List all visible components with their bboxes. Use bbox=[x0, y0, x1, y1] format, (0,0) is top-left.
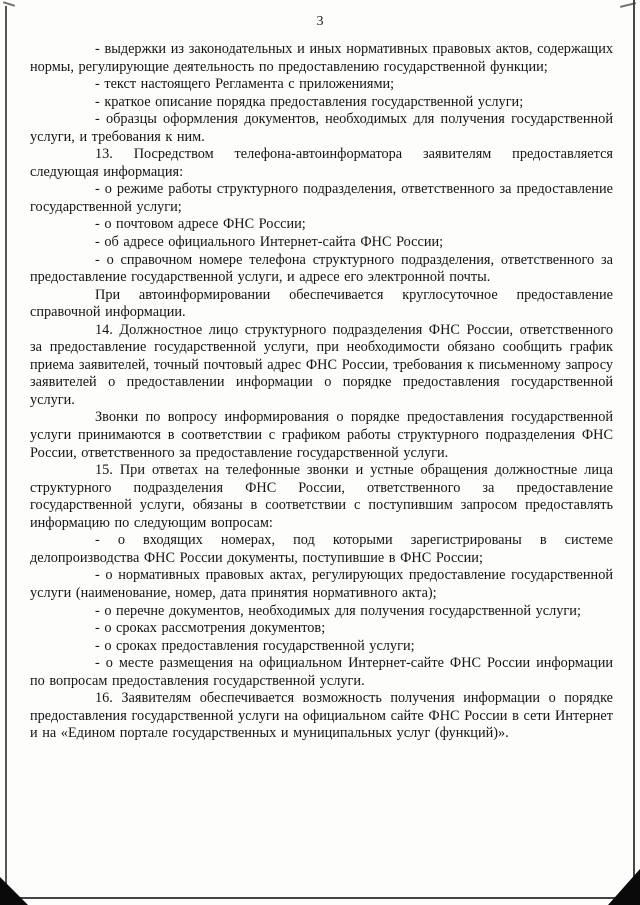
scan-edge-bottom bbox=[8, 897, 630, 899]
scan-edge-right bbox=[633, 0, 635, 905]
page-number: 3 bbox=[316, 14, 324, 29]
paragraph: - краткое описание порядка предоставления государственной услуги; bbox=[95, 93, 524, 110]
paragraph: - об адресе официального Интернет-сайта ФНС России; bbox=[95, 234, 444, 251]
paragraph: - образцы оформления документов, необходимых для получения государственной услуги, и требования к ним. bbox=[30, 111, 613, 145]
paragraph: - о входящих номерах, под которыми зарегистрированы в системе делопроизводства ФНС России документы, поступившие в ФНС России; bbox=[30, 532, 613, 566]
paragraph: - текст настоящего Регламента с приложениями; bbox=[95, 76, 395, 93]
paragraph: - о режиме работы структурного подразделения, ответственного за предоставление государственной услуги; bbox=[30, 181, 613, 215]
paragraph: - о справочном номере телефона структурного подразделения, ответственного за предоставление государственной услуги, и адресе его электронной почты. bbox=[30, 251, 613, 286]
paragraph: 13. Посредством телефона-автоинформатора заявителям предоставляется следующая информация: bbox=[30, 146, 613, 180]
paragraph: - о почтовом адресе ФНС России; bbox=[95, 216, 306, 233]
paragraph: При автоинформировании обеспечивается круглосуточное предоставление справочной информации. bbox=[30, 286, 613, 321]
paragraph: 15. При ответах на телефонные звонки и устные обращения должностные лица структурного подразделения ФНС России, ответственного за предоставление государственной услуги, обязаны в соответствии с поступившим запросом предоставлять информацию по следующим вопросам: bbox=[30, 462, 613, 531]
scan-corner-bottom-right bbox=[608, 869, 640, 905]
paragraph: 16. Заявителям обеспечивается возможность получения информации о порядке предоставления государственной услуги на официальном сайте ФНС России в сети Интернет и на «Едином портале государственных и муниципальных услуг (функций)». bbox=[30, 690, 613, 742]
paragraph: - о сроках предоставления государственной услуги; bbox=[95, 637, 415, 654]
paragraph: - выдержки из законодательных и иных нормативных правовых актов, содержащих нормы, регулирующие деятельность по предоставлению государственной функции; bbox=[30, 41, 613, 75]
paragraph: - о нормативных правовых актах, регулирующих предоставление государственной услуги (наименование, номер, дата принятия нормативного акта); bbox=[30, 567, 613, 601]
paragraph: Звонки по вопросу информирования о порядке предоставления государственной услуги принимаются в соответствии с графиком работы структурного подразделения ФНС России, ответственного за предоставление государственной услуги. bbox=[30, 409, 613, 461]
paragraph: - о сроках рассмотрения документов; bbox=[95, 620, 326, 637]
scan-corner-bottom-left bbox=[0, 877, 28, 905]
scan-edge-left bbox=[5, 6, 7, 892]
paragraph: - о месте размещения на официальном Интернет-сайте ФНС России информации по вопросам предоставления государственной услуги. bbox=[30, 655, 613, 689]
paragraph: - о перечне документов, необходимых для получения государственной услуги; bbox=[95, 602, 581, 619]
paragraph: 14. Должностное лицо структурного подразделения ФНС России, ответственного за предоставление государственной услуги, при необходимости обязано сообщить график приема заявителей, точный почтовый адрес ФНС России, требования к письменному запросу заявителей о предоставлении информации о порядке предоставления государственной услуги. bbox=[30, 321, 613, 408]
document-body bbox=[30, 41, 613, 743]
